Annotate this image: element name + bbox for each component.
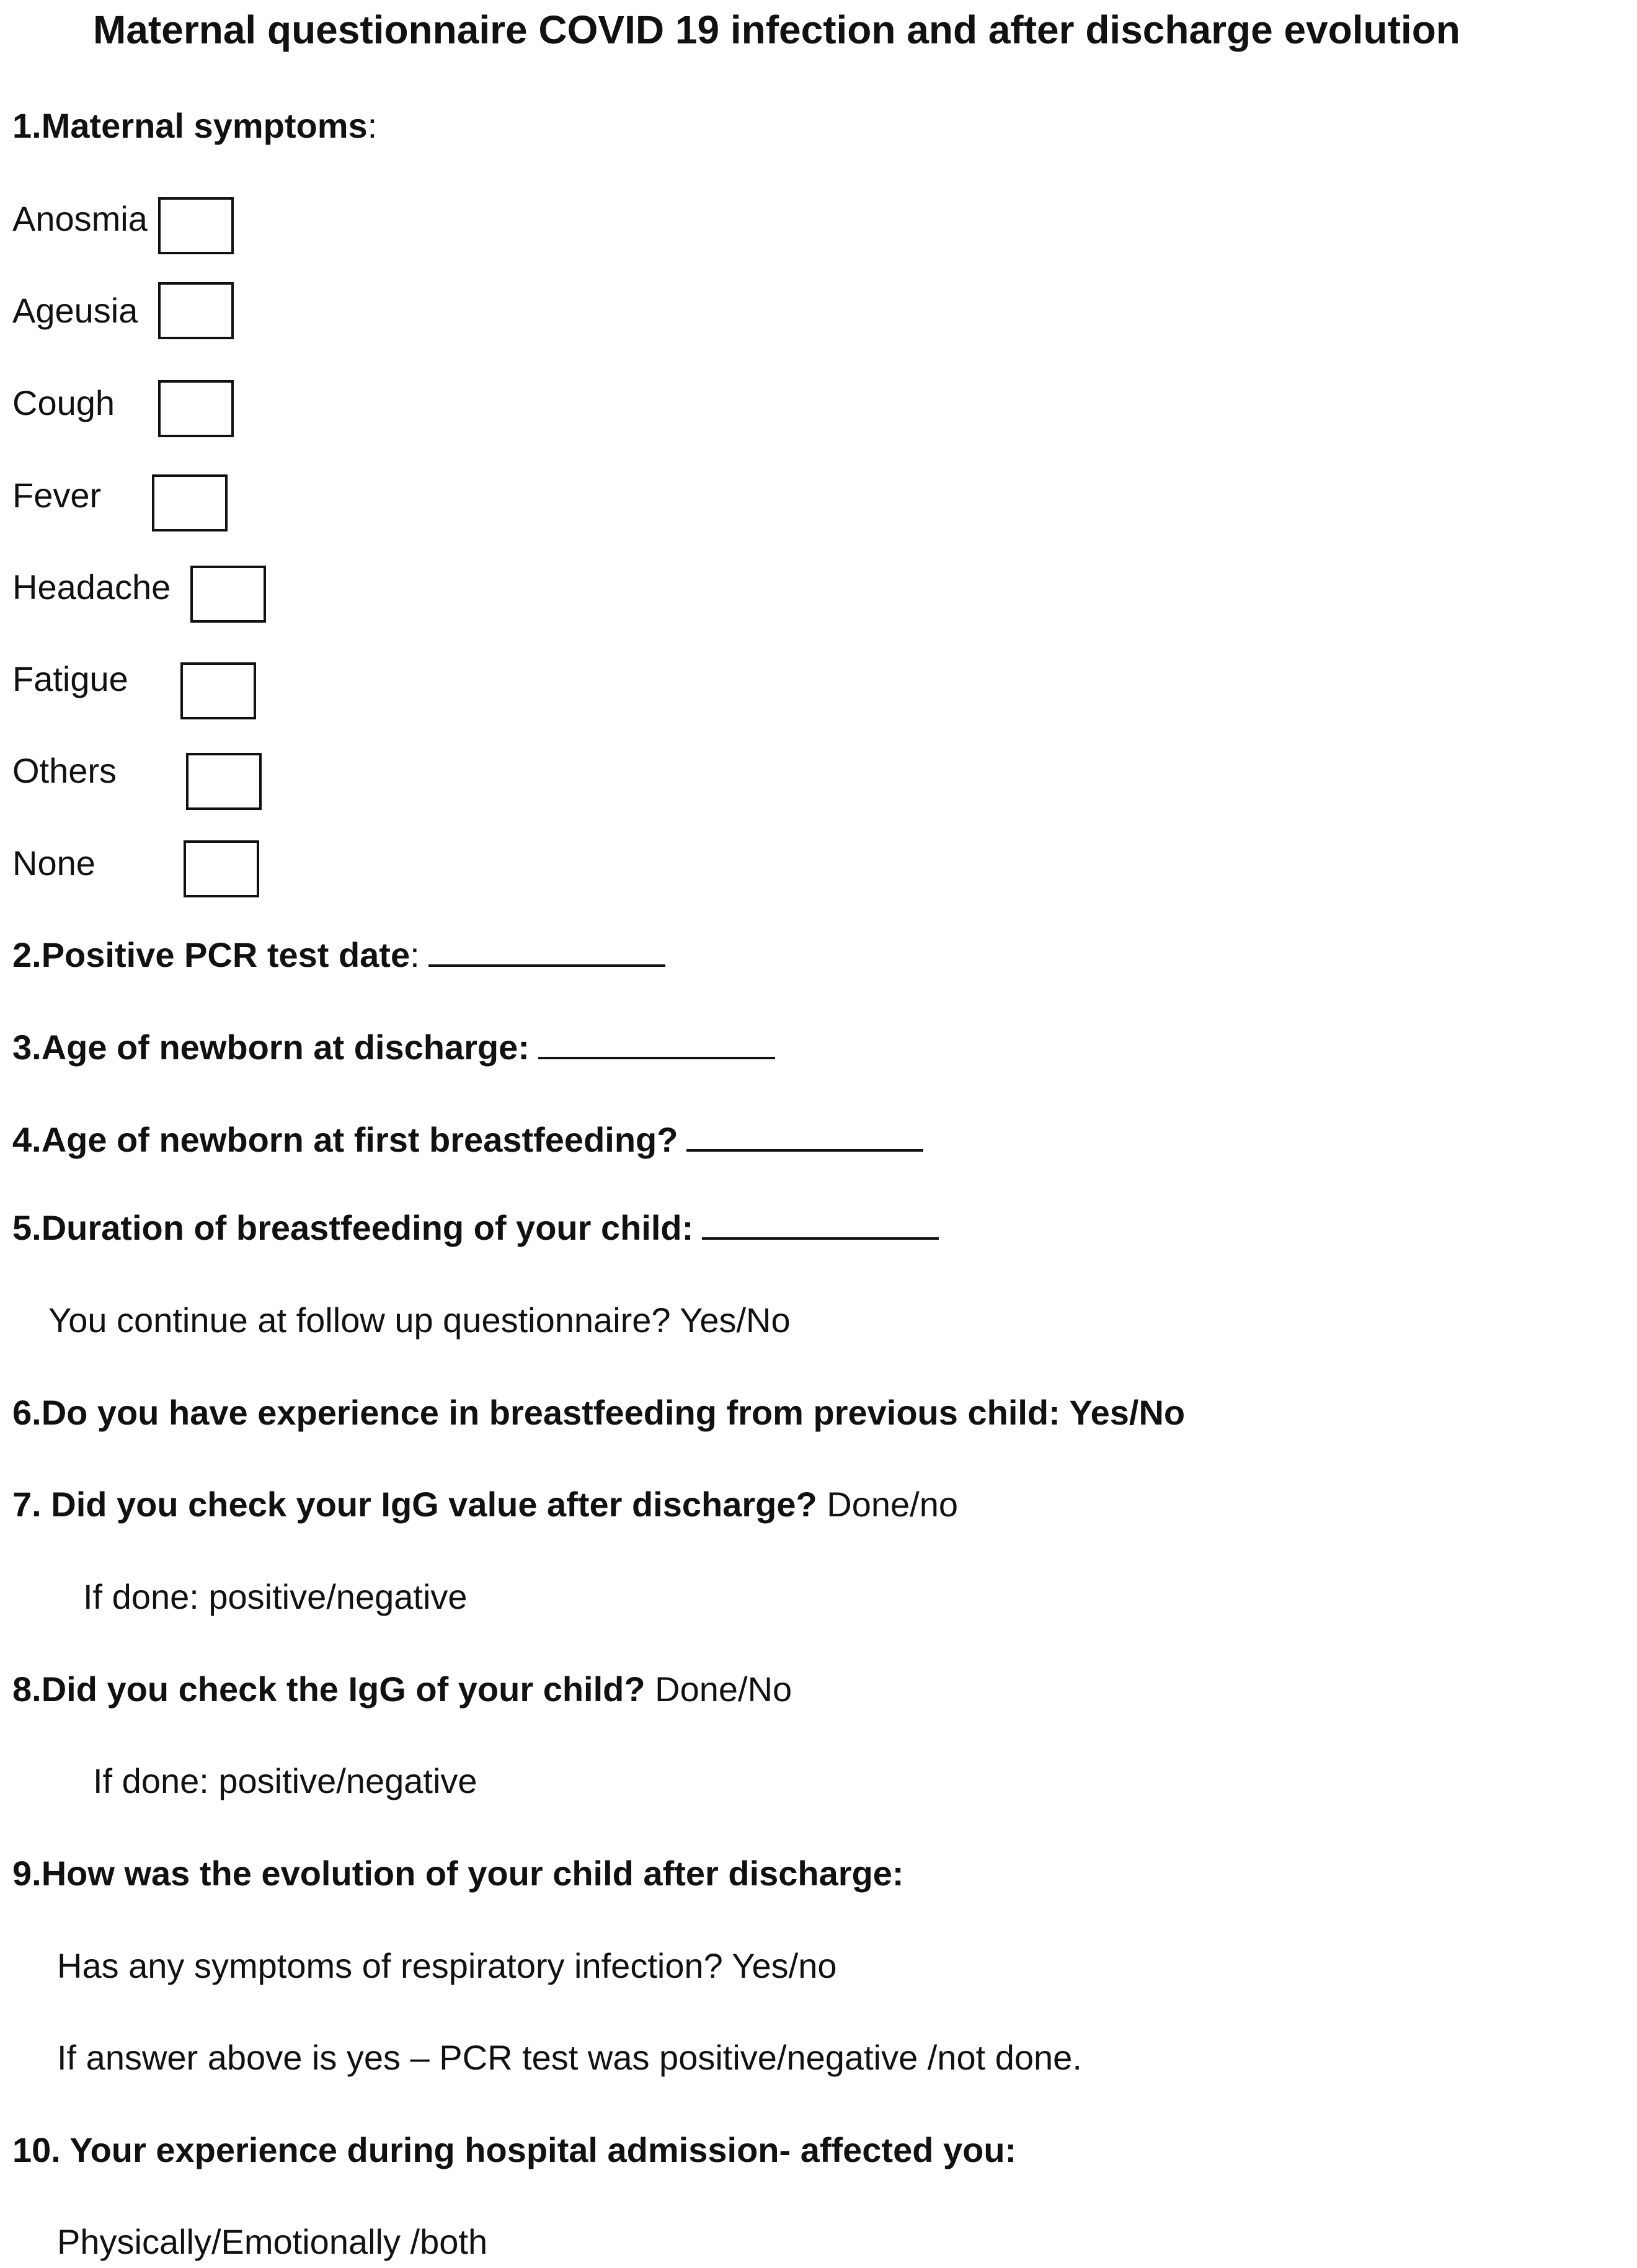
question-2 xyxy=(12,933,665,977)
question-7-label: 7. Did you check your IgG value after discharge? xyxy=(12,1485,817,1524)
first-breastfeeding-age-blank[interactable] xyxy=(686,1118,923,1152)
question-4-label: 4.Age of newborn at first breastfeeding? xyxy=(12,1120,678,1159)
question-7-sub: If done: positive/negative xyxy=(83,1577,468,1616)
symptom-label-fatigue: Fatigue xyxy=(12,659,128,698)
question-3 xyxy=(12,1026,775,1069)
symptom-label-others: Others xyxy=(12,751,117,790)
question-8 xyxy=(12,1668,792,1711)
question-8-sub: If done: positive/negative xyxy=(93,1761,477,1800)
checkbox-anosmia[interactable] xyxy=(158,197,234,254)
question-1-label: 1.Maternal symptoms xyxy=(12,106,368,145)
question-9-sub2: If answer above is yes – PCR test was positive/negative /not done. xyxy=(57,2038,1082,2077)
breastfeeding-duration-blank[interactable] xyxy=(702,1206,939,1240)
symptom-label-anosmia: Anosmia xyxy=(12,199,148,238)
checkbox-others[interactable] xyxy=(186,753,262,810)
question-2-colon: : xyxy=(410,935,420,974)
question-9-label: 9.How was the evolution of your child after discharge: xyxy=(12,1854,904,1893)
symptom-label-none: None xyxy=(12,843,95,883)
question-10-label: 10. Your experience during hospital admission- affected you: xyxy=(12,2130,1017,2169)
question-5 xyxy=(12,1206,939,1250)
checkbox-ageusia[interactable] xyxy=(158,282,234,339)
symptom-label-cough: Cough xyxy=(12,383,115,422)
symptom-label-headache: Headache xyxy=(12,567,171,607)
question-4 xyxy=(12,1118,923,1162)
checkbox-none[interactable] xyxy=(184,840,259,897)
checkbox-cough[interactable] xyxy=(158,380,234,437)
checkbox-fatigue[interactable] xyxy=(180,662,256,719)
question-5-label: 5.Duration of breastfeeding of your child: xyxy=(12,1208,694,1247)
pcr-date-blank[interactable] xyxy=(428,933,665,967)
question-3-label: 3.Age of newborn at discharge: xyxy=(12,1028,530,1067)
question-7-answer: Done/no xyxy=(817,1485,959,1524)
checkbox-fever[interactable] xyxy=(152,474,228,531)
page-title: Maternal questionnaire COVID 19 infection and after discharge evolution xyxy=(93,7,1460,52)
question-9-sub1: Has any symptoms of respiratory infection? Yes/no xyxy=(57,1946,837,1985)
question-2-label: 2.Positive PCR test date xyxy=(12,935,410,974)
discharge-age-blank[interactable] xyxy=(538,1026,775,1059)
question-1-colon: : xyxy=(367,106,378,145)
symptom-label-fever: Fever xyxy=(12,476,102,515)
question-1 xyxy=(12,104,377,148)
question-7 xyxy=(12,1483,958,1526)
question-5-followup: You continue at follow up questionnaire? Yes/No xyxy=(48,1301,791,1340)
checkbox-headache[interactable] xyxy=(190,566,266,623)
question-6-label: 6.Do you have experience in breastfeeding from previous child: Yes/No xyxy=(12,1393,1186,1432)
question-10-sub: Physically/Emotionally /both xyxy=(57,2222,488,2261)
question-8-label: 8.Did you check the IgG of your child? xyxy=(12,1670,645,1709)
symptom-label-ageusia: Ageusia xyxy=(12,291,138,330)
question-8-answer: Done/No xyxy=(645,1670,792,1709)
